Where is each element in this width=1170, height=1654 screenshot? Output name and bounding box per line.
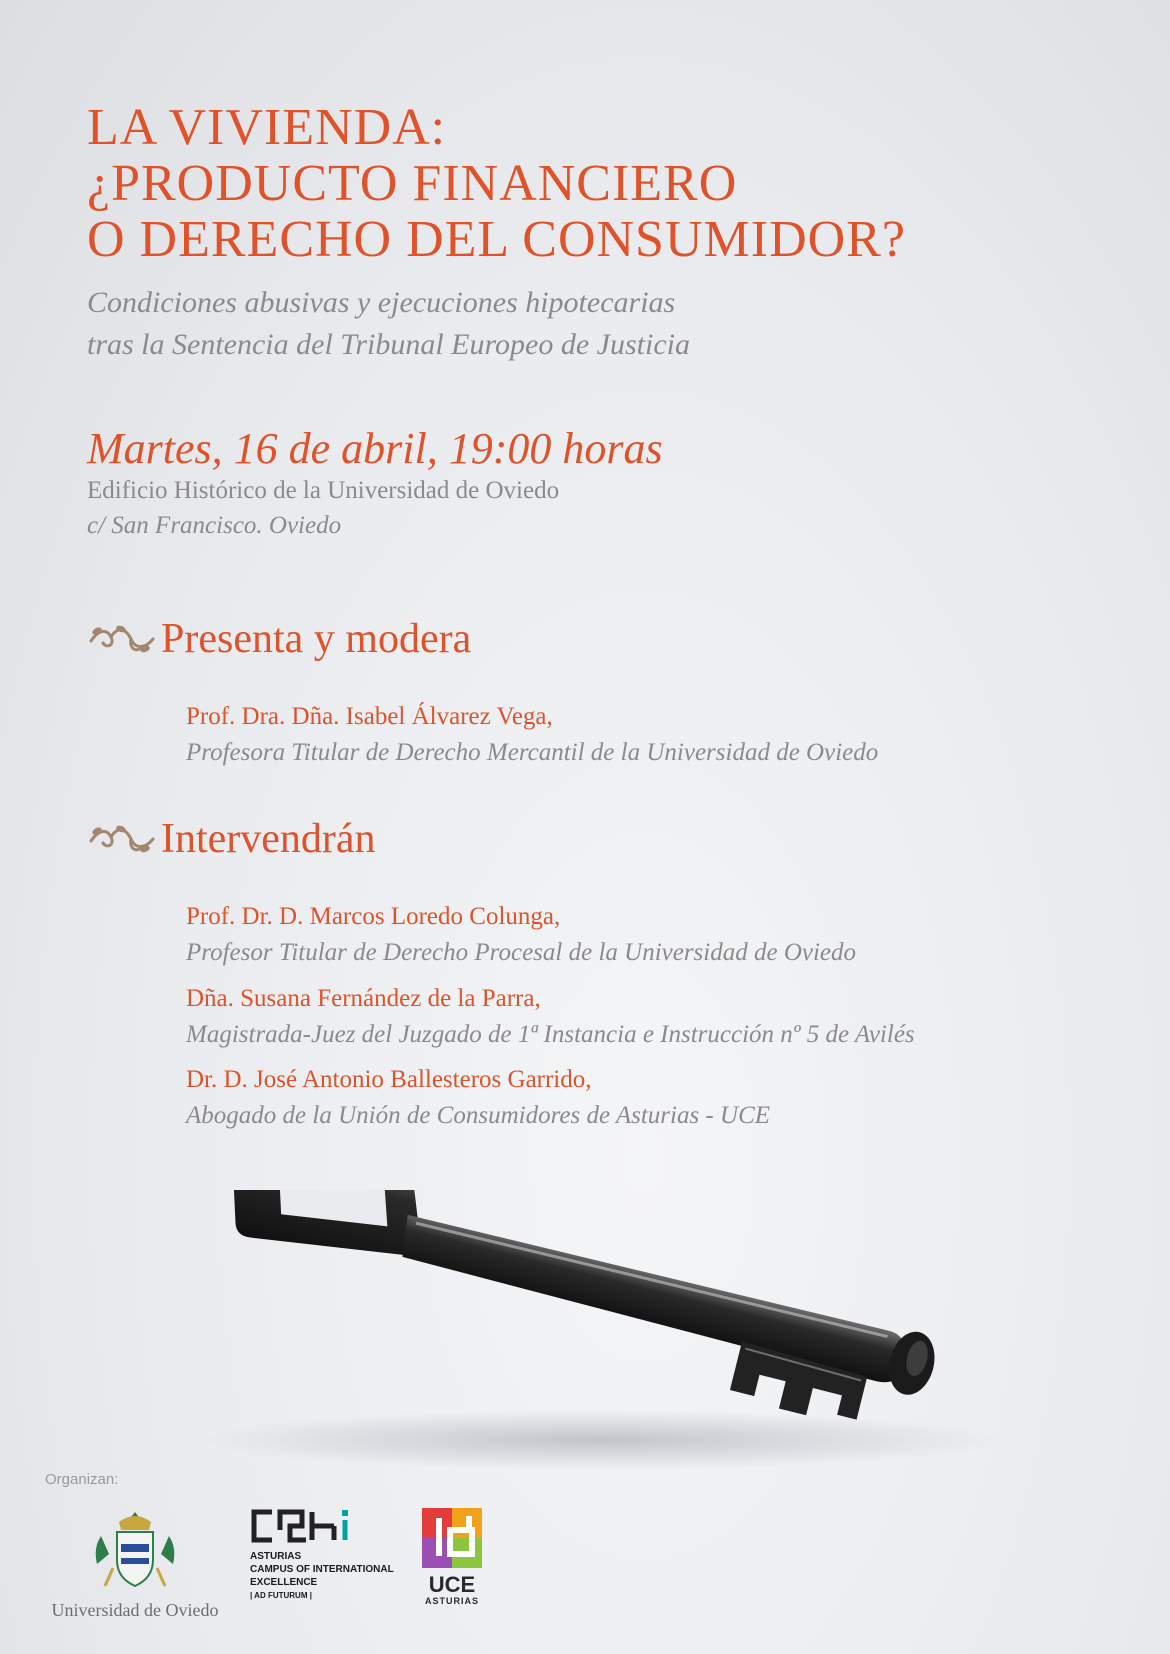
old-key-image <box>180 1190 1000 1480</box>
presenter-heading <box>87 615 471 663</box>
event-date: Martes, 16 de abril, 19:00 horas <box>87 424 663 473</box>
presenter-role: Profesora Titular de Derecho Mercantil de la Universidad de Oviedo <box>186 739 879 766</box>
university-crest-icon <box>89 1508 181 1590</box>
university-logo <box>40 1508 230 1621</box>
uce-mark-icon <box>422 1508 482 1568</box>
cei-line-3: EXCELLENCE <box>250 1577 318 1588</box>
subtitle-line-2: tras la Sentencia del Tribunal Europeo de Justicia <box>87 328 690 361</box>
speakers-heading-label: Intervendrán <box>161 816 376 862</box>
event-subtitle <box>87 282 690 366</box>
speaker-entry <box>186 899 856 971</box>
presenter-name: Prof. Dra. Dña. Isabel Álvarez Vega, <box>186 703 553 730</box>
speaker-entry <box>186 1062 770 1134</box>
event-title <box>87 100 906 268</box>
title-line-2: ¿PRODUCTO FINANCIERO <box>87 155 738 212</box>
speaker-name: Dr. D. José Antonio Ballesteros Garrido, <box>186 1066 592 1093</box>
cei-line-1: ASTURIAS <box>250 1551 302 1562</box>
speaker-role: Abogado de la Unión de Consumidores de Asturias - UCE <box>186 1102 771 1129</box>
speaker-name: Dña. Susana Fernández de la Parra, <box>186 985 541 1012</box>
subtitle-line-1: Condiciones abusivas y ejecuciones hipotecarias <box>87 286 676 319</box>
organizers-label: Organizan: <box>45 1471 119 1488</box>
cei-line-4: | AD FUTURUM | <box>250 1591 312 1600</box>
cei-line-2: CAMPUS OF INTERNATIONAL <box>250 1564 394 1575</box>
cei-logo <box>250 1506 410 1602</box>
speaker-role: Profesor Titular de Derecho Procesal de la Universidad de Oviedo <box>186 939 857 966</box>
uce-logo <box>420 1508 484 1606</box>
venue-name: Edificio Histórico de la Universidad de Oviedo <box>87 477 560 504</box>
speaker-entry <box>186 981 915 1053</box>
presenter-heading-label: Presenta y modera <box>161 616 472 662</box>
floral-ornament-icon <box>87 619 157 659</box>
university-name: Universidad de Oviedo <box>51 1600 219 1620</box>
speaker-role: Magistrada-Juez del Juzgado de 1ª Instancia e Instrucción nº 5 de Avilés <box>186 1021 915 1048</box>
title-line-1: LA VIVIENDA: <box>87 99 447 156</box>
event-location <box>87 473 559 543</box>
venue-address: c/ San Francisco. Oviedo <box>87 512 342 539</box>
uce-name: UCE <box>428 1572 476 1597</box>
presenter-entry <box>186 699 878 771</box>
speaker-name: Prof. Dr. D. Marcos Loredo Colunga, <box>186 903 561 930</box>
title-line-3: O DERECHO DEL CONSUMIDOR? <box>87 211 906 268</box>
cei-mark-icon <box>250 1506 354 1546</box>
floral-ornament-icon <box>87 819 157 859</box>
uce-region: ASTURIAS <box>424 1596 479 1606</box>
speakers-heading <box>87 815 376 863</box>
